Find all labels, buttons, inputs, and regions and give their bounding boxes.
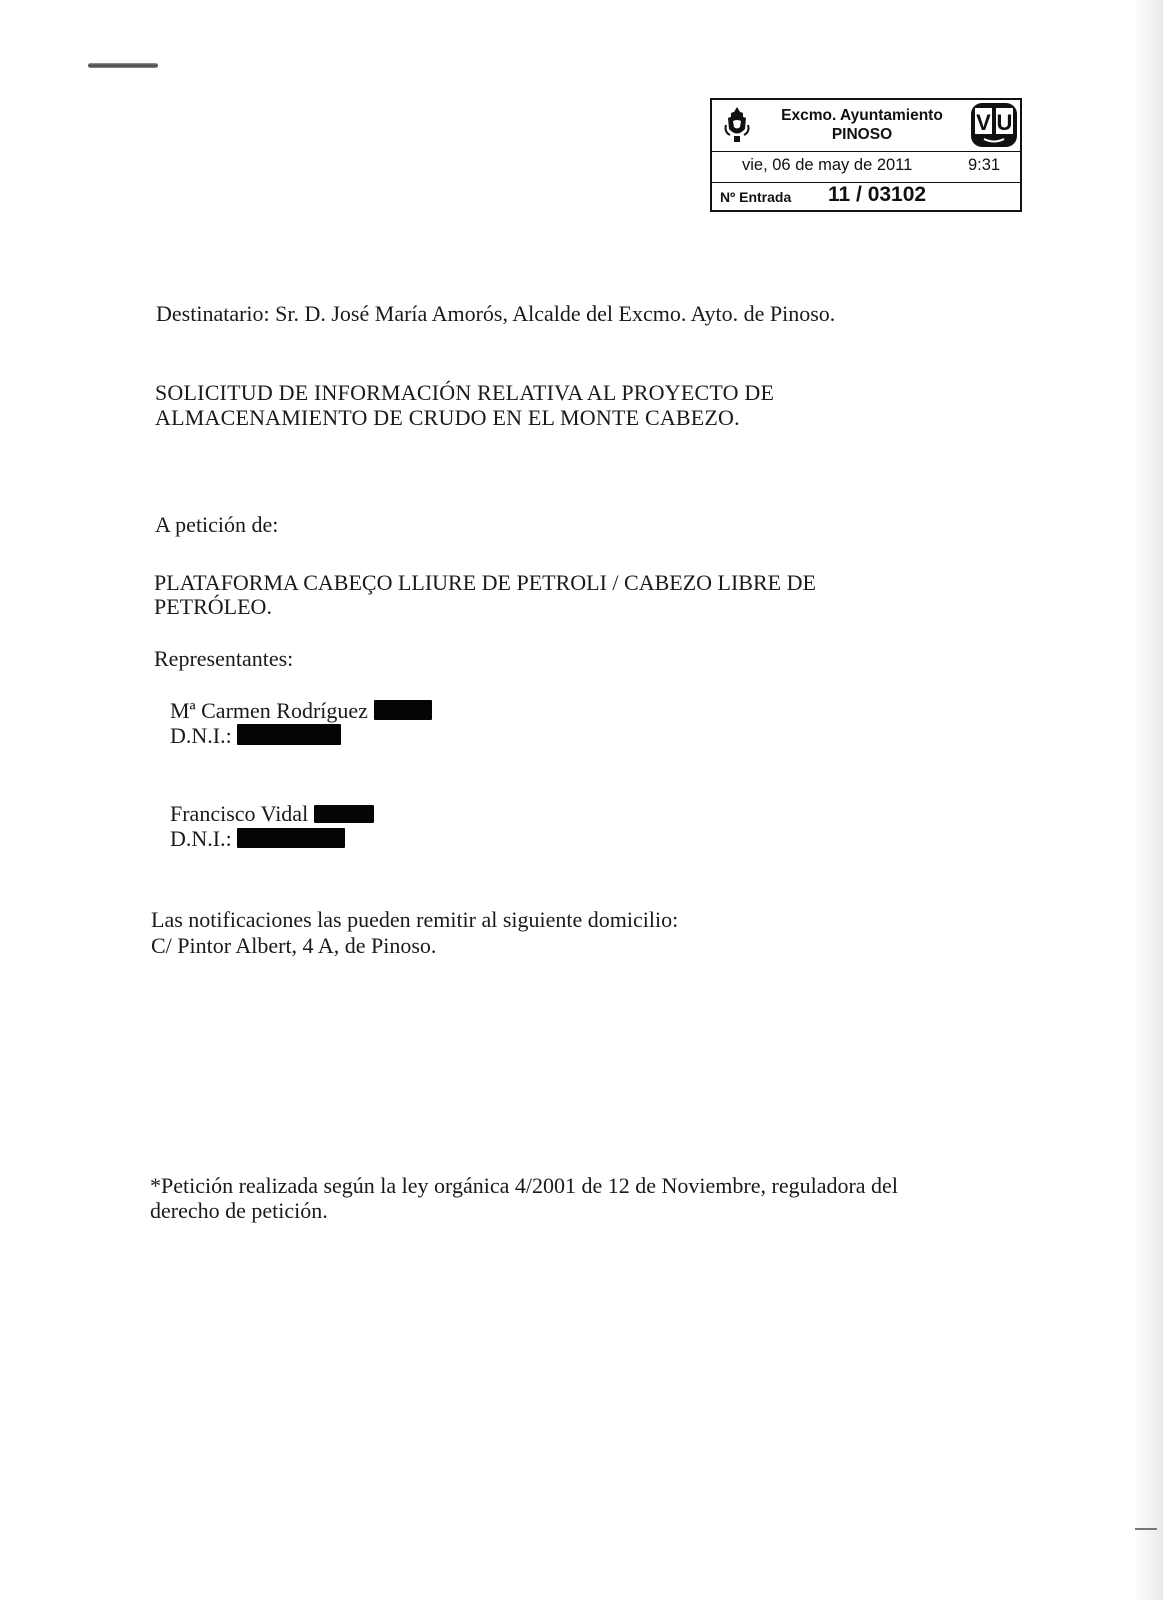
registry-stamp [710,98,1022,212]
request-by-label: A petición de: [155,512,279,537]
ventanilla-unica-logo-icon [970,102,1018,148]
subject-line-2: ALMACENAMIENTO DE CRUDO EN EL MONTE CABEZO. [155,405,740,430]
representative-1-dni-line [170,723,341,748]
logo-letter-v: V [976,110,991,135]
staple-mark [88,63,158,68]
subject-line-1: SOLICITUD DE INFORMACIÓN RELATIVA AL PROYECTO DE [155,380,775,405]
footnote-line-2: derecho de petición. [150,1198,328,1223]
footnote-line-1: *Petición realizada según la ley orgánica 4/2001 de 12 de Noviembre, reguladora del [150,1173,898,1198]
stamp-organization-line1: Excmo. Ayuntamiento [781,107,943,124]
stamp-organization [756,106,968,144]
stamp-entry-number: 11 / 03102 [828,183,927,206]
organization-line-2: PETRÓLEO. [154,594,272,619]
representative-2-name-line [170,801,374,826]
stamp-date: vie, 06 de may de 2011 [742,156,913,174]
stamp-time: 9:31 [968,156,1001,174]
representative-2-dni-line [170,826,345,851]
redacted-surname-bar [374,700,432,720]
stamp-entry-row [712,183,1020,210]
recipient-line: Destinatario: Sr. D. José María Amorós, Alcalde del Excmo. Ayto. de Pinoso. [156,301,836,326]
redacted-dni-bar [237,828,345,848]
page-edge-mark [1135,1528,1157,1530]
coat-of-arms-icon [722,105,752,145]
logo-letter-u: U [996,110,1013,135]
notifications-line-1: Las notificaciones las pueden remitir al siguiente domicilio: [151,907,679,932]
page-edge-shadow [1133,0,1163,1600]
redacted-surname-bar [314,805,374,823]
representatives-label: Representantes: [154,646,294,671]
representative-1-name: Mª Carmen Rodríguez [170,698,368,723]
organization-line-1: PLATAFORMA CABEÇO LLIURE DE PETROLI / CABEZO LIBRE DE [154,570,816,595]
stamp-date-row [712,151,1020,183]
stamp-entry-label: Nº Entrada [720,189,792,205]
stamp-header-row [712,100,1020,152]
stamp-organization-line2: PINOSO [831,126,893,143]
representative-1-name-line [170,698,432,723]
representative-2-name: Francisco Vidal [170,801,309,826]
notifications-address: C/ Pintor Albert, 4 A, de Pinoso. [151,933,437,958]
redacted-dni-bar [237,724,341,745]
representative-1-dni-label: D.N.I.: [170,723,232,748]
representative-2-dni-label: D.N.I.: [170,826,232,851]
